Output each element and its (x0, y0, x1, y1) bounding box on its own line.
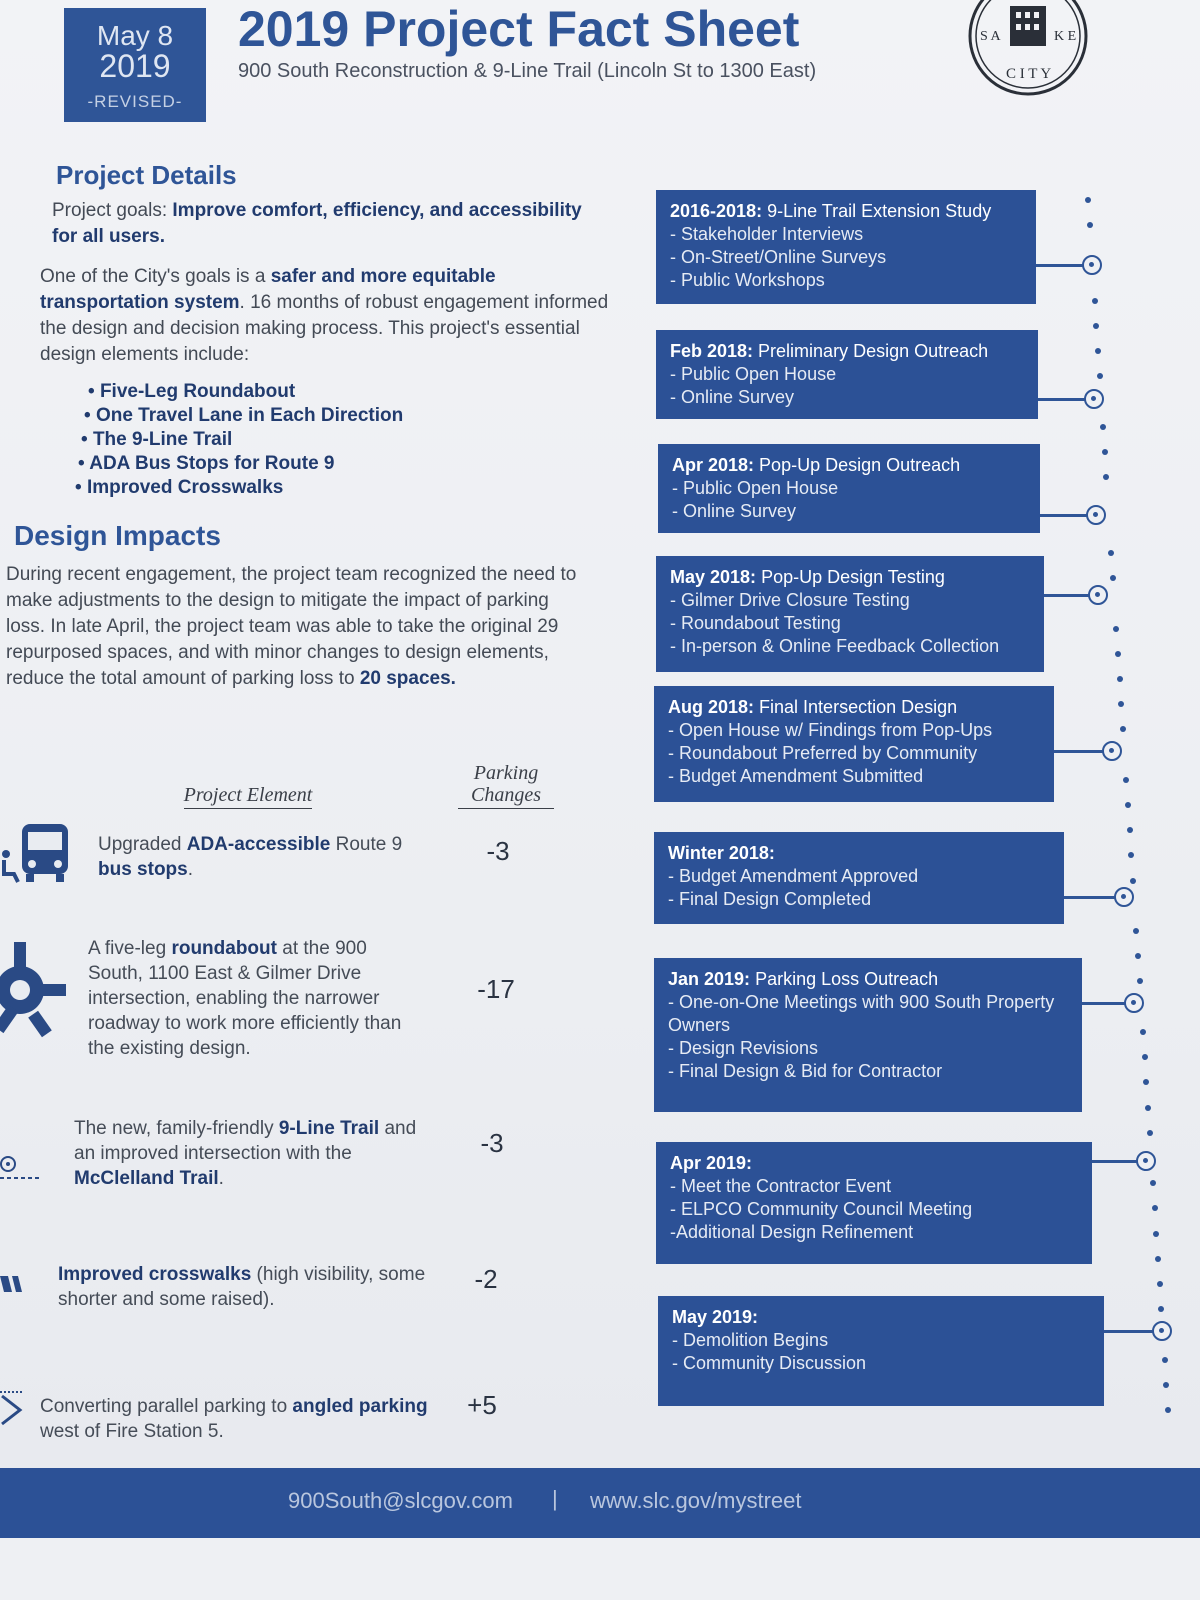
crosswalk-icon (0, 1272, 30, 1296)
timeline-connector (1064, 896, 1116, 899)
timeline-entry-heading (670, 1152, 1078, 1175)
project-goals-text: Project goals: Improve comfort, efficiency, and accessibility for all users. (52, 200, 582, 247)
parking-change-value: -2 (474, 1264, 498, 1294)
timeline-entry (656, 330, 1038, 419)
list-item: • One Travel Lane in Each Direction (84, 404, 403, 428)
timeline-item: - In-person & Online Feedback Collection (670, 636, 1000, 656)
page-bottom-margin (0, 1538, 1200, 1600)
footer-bar (0, 1468, 1200, 1538)
timeline-dot (1162, 1357, 1168, 1363)
footer-website-link[interactable]: www.slc.gov/mystreet (590, 1488, 802, 1513)
timeline-dot (1145, 1105, 1151, 1111)
timeline-node-icon (1152, 1321, 1172, 1341)
timeline-dot (1153, 1231, 1159, 1237)
timeline-date: Apr 2018: (672, 455, 755, 475)
city-seal-logo (966, 0, 1090, 96)
timeline-item: - Stakeholder Interviews (670, 224, 864, 244)
element-text-angled-parking: Converting parallel parking to angled parking west of Fire Station 5. (40, 1396, 428, 1442)
timeline-entry-heading (672, 1306, 1090, 1329)
timeline-connector (1044, 594, 1090, 597)
element-text-bus-stops: Upgraded ADA-accessible Route 9 bus stops. (98, 834, 403, 880)
timeline-dot (1165, 1407, 1171, 1413)
svg-text:S A: S A (980, 29, 1001, 44)
page-title: 2019 Project Fact Sheet (238, 1, 800, 57)
timeline-dot (1137, 978, 1143, 984)
timeline-item: - Gilmer Drive Closure Testing (670, 590, 910, 610)
footer-separator: | (552, 1486, 558, 1511)
timeline-entry-heading (668, 842, 1050, 865)
timeline-item: - Roundabout Testing (670, 613, 841, 633)
timeline-dot (1143, 1079, 1149, 1085)
timeline-node-icon (1114, 887, 1134, 907)
timeline-item: - Community Discussion (672, 1353, 867, 1373)
revised-label: -REVISED- (87, 92, 183, 111)
timeline-dot (1087, 222, 1093, 228)
timeline-entry (654, 958, 1082, 1112)
timeline-date: Winter 2018: (668, 843, 775, 863)
timeline-item: - Open House w/ Findings from Pop-Ups (668, 720, 993, 740)
timeline-dot (1113, 626, 1119, 632)
list-item: • The 9-Line Trail (81, 428, 403, 452)
timeline-entry (654, 832, 1064, 924)
parking-change-value: -3 (486, 836, 510, 866)
timeline-item: - One-on-One Meetings with 900 South Property Owners (668, 992, 1055, 1035)
timeline-dot (1115, 651, 1121, 657)
parking-change-value: -17 (477, 974, 515, 1004)
timeline-dot (1142, 1054, 1148, 1060)
bus-icon (0, 820, 74, 886)
timeline-connector (1036, 264, 1084, 267)
timeline-dot (1108, 550, 1114, 556)
timeline-entry-heading (672, 454, 1026, 477)
trail-icon (0, 1154, 40, 1184)
element-text-9-line-trail: The new, family-friendly 9-Line Trail and an improved intersection with the McClelland Trail. (74, 1118, 417, 1189)
project-details-heading: Project Details (56, 160, 237, 190)
timeline-dot (1120, 726, 1126, 732)
timeline-item: - ELPCO Community Council Meeting (670, 1199, 973, 1219)
timeline-dot (1125, 802, 1131, 808)
timeline-item: -Additional Design Refinement (670, 1222, 914, 1242)
date-badge (64, 8, 206, 122)
parking-icon (0, 1390, 30, 1430)
timeline-dot (1093, 323, 1099, 329)
timeline-dot (1163, 1382, 1169, 1388)
page-subtitle: 900 South Reconstruction & 9-Line Trail (Lincoln St to 1300 East) (238, 60, 817, 82)
timeline-dot (1128, 852, 1134, 858)
timeline-dot (1133, 928, 1139, 934)
timeline-date: May 2019: (672, 1307, 759, 1327)
timeline-connector (1104, 1330, 1154, 1333)
timeline-dot (1085, 197, 1091, 203)
timeline-connector (1040, 514, 1088, 517)
timeline-item: - Design Revisions (668, 1038, 819, 1058)
timeline-title: 9-Line Trail Extension Study (762, 201, 992, 221)
timeline-item: - Roundabout Preferred by Community (668, 743, 978, 763)
design-impacts-heading: Design Impacts (14, 520, 221, 551)
timeline-entry (656, 190, 1036, 304)
element-text-roundabout: A five-leg roundabout at the 900 South, 1100 East & Gilmer Drive intersection, enabling the narrower roadway to work more efficiently than the existing design. (88, 938, 402, 1059)
timeline-dot (1092, 298, 1098, 304)
timeline-dot (1152, 1205, 1158, 1211)
timeline-entry-heading (668, 968, 1068, 991)
timeline-item: - Public Open House (670, 364, 837, 384)
timeline-dot (1157, 1281, 1163, 1287)
parking-change-value: -3 (480, 1128, 504, 1158)
timeline-dot (1123, 777, 1129, 783)
timeline-dot (1095, 348, 1101, 354)
timeline-date: Apr 2019: (670, 1153, 753, 1173)
timeline-date: May 2018: (670, 567, 757, 587)
timeline-dot (1140, 1029, 1146, 1035)
date-month-day: May 8 (96, 20, 174, 51)
element-text-crosswalks: Improved crosswalks (high visibility, some shorter and some raised). (58, 1264, 426, 1310)
parking-change-value: +5 (467, 1390, 497, 1420)
timeline-title: Parking Loss Outreach (750, 969, 939, 989)
timeline-dot (1110, 575, 1116, 581)
timeline-dot (1158, 1306, 1164, 1312)
timeline-title: Pop-Up Design Outreach (754, 455, 961, 475)
timeline-item: - Final Design & Bid for Contractor (668, 1061, 943, 1081)
timeline-dot (1100, 424, 1106, 430)
timeline-date: 2016-2018: (670, 201, 763, 221)
timeline-node-icon (1086, 505, 1106, 525)
timeline-item: - Public Workshops (670, 270, 825, 290)
list-item: • Five-Leg Roundabout (88, 380, 403, 404)
timeline-node-icon (1084, 389, 1104, 409)
column-header-project-element: Project Element (168, 784, 328, 807)
timeline-dot (1155, 1256, 1161, 1262)
timeline-connector (1054, 750, 1104, 753)
timeline-item: - Final Design Completed (668, 889, 872, 909)
timeline-entry (656, 1142, 1092, 1264)
timeline-item: - Meet the Contractor Event (670, 1176, 892, 1196)
timeline-date: Jan 2019: (668, 969, 751, 989)
timeline-entry (656, 556, 1044, 672)
timeline-item: - Online Survey (672, 501, 797, 521)
timeline-title: Preliminary Design Outreach (753, 341, 989, 361)
timeline-item: - Budget Amendment Approved (668, 866, 919, 886)
timeline-item: - Demolition Begins (672, 1330, 829, 1350)
timeline-node-icon (1082, 255, 1102, 275)
timeline-item: - On-Street/Online Surveys (670, 247, 887, 267)
timeline-dot (1097, 373, 1103, 379)
timeline-dot (1117, 676, 1123, 682)
timeline-dot (1118, 701, 1124, 707)
project-details-paragraph: One of the City's goals is a safer and more equitable transportation system. 16 months of robust engagement informed the design and decision making process. This project's essential design elements include: (40, 266, 609, 365)
timeline-item: - Online Survey (670, 387, 795, 407)
date-year: 2019 (99, 48, 171, 84)
timeline-entry (654, 686, 1054, 802)
design-impacts-paragraph: During recent engagement, the project team recognized the need to make adjustments to the design to mitigate the impact of parking loss. In late April, the project team was able to take the original 29 repurposed spaces, and with minor changes to design elements, reduce the total amount of parking loss to 20 spaces. (6, 564, 577, 689)
timeline-node-icon (1124, 993, 1144, 1013)
timeline-entry-heading (670, 566, 1030, 589)
footer-email[interactable]: 900South@slcgov.com (288, 1488, 513, 1513)
timeline-node-icon (1102, 741, 1122, 761)
timeline-dot (1127, 827, 1133, 833)
timeline-item: - Public Open House (672, 478, 839, 498)
timeline-connector (1082, 1002, 1126, 1005)
roundabout-icon (0, 942, 66, 1038)
timeline-dot (1150, 1180, 1156, 1186)
column-header-parking-changes: Parking Changes (458, 762, 554, 809)
timeline-entry (658, 1296, 1104, 1406)
timeline-title: Final Intersection Design (754, 697, 958, 717)
timeline-node-icon (1136, 1151, 1156, 1171)
timeline-entry-heading (670, 200, 1022, 223)
timeline-entry-heading (670, 340, 1024, 363)
timeline-connector (1092, 1160, 1138, 1163)
timeline-item: - Budget Amendment Submitted (668, 766, 924, 786)
design-elements-list (78, 380, 403, 500)
timeline-dot (1135, 953, 1141, 959)
list-item: • ADA Bus Stops for Route 9 (78, 452, 403, 476)
timeline-dot (1147, 1130, 1153, 1136)
timeline-connector (1038, 398, 1086, 401)
svg-text:K E: K E (1054, 29, 1077, 44)
timeline-date: Feb 2018: (670, 341, 754, 361)
timeline-dot (1103, 474, 1109, 480)
timeline-date: Aug 2018: (668, 697, 755, 717)
list-item: • Improved Crosswalks (75, 476, 403, 500)
timeline-title: Pop-Up Design Testing (756, 567, 945, 587)
svg-text:C I T Y: C I T Y (1006, 66, 1052, 82)
timeline-dot (1130, 878, 1136, 884)
timeline-node-icon (1088, 585, 1108, 605)
timeline-entry-heading (668, 696, 1040, 719)
timeline-entry (658, 444, 1040, 533)
timeline-dot (1102, 449, 1108, 455)
